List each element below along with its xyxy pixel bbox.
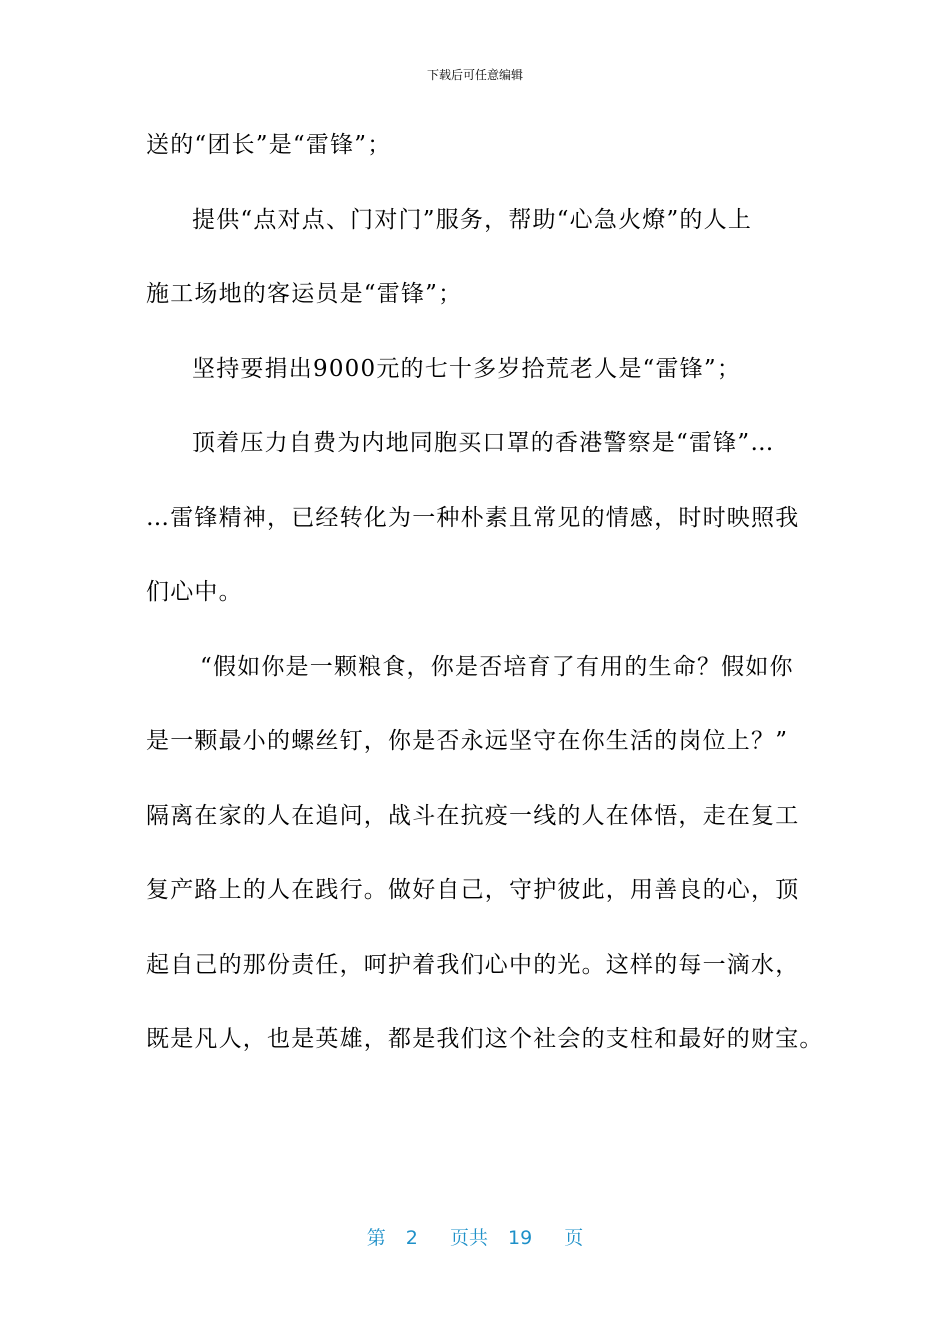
text-line: 复产路上的人在践行。做好自己，守护彼此，用善良的心，顶 — [146, 877, 800, 903]
text-line: 是一颗最小的螺丝钉，你是否永远坚守在你生活的岗位上？” — [146, 728, 789, 754]
text-line: 顶着压力自费为内地同胞买口罩的香港警察是“雷锋”… — [192, 430, 775, 456]
current-page-number: 2 — [405, 1227, 418, 1249]
text-line: 送的“团长”是“雷锋”； — [146, 132, 392, 158]
text-line: “假如你是一颗粮食，你是否培育了有用的生命？假如你 — [200, 653, 794, 680]
text-line: 们心中。 — [146, 579, 243, 605]
page-header-note: 下载后可任意编辑 — [426, 68, 523, 82]
text-line: 既是凡人，也是英雄，都是我们这个社会的支柱和最好的财宝。 — [146, 1026, 824, 1052]
text-line: 提供“点对点、门对门”服务，帮助“心急火燎”的人上 — [192, 206, 753, 233]
page-number-footer — [0, 1225, 950, 1251]
page-label-suffix: 页 — [564, 1227, 584, 1249]
text-line: 施工场地的客运员是“雷锋”； — [146, 281, 463, 307]
text-line: 隔离在家的人在追问，战斗在抗疫一线的人在体悟，走在复工 — [146, 802, 800, 829]
page-label-middle: 页共 — [449, 1227, 488, 1249]
page-label-prefix: 第 — [366, 1227, 386, 1249]
text-line: 坚持要捐出9000元的七十多岁拾荒老人是“雷锋”； — [192, 355, 742, 382]
total-pages-number: 19 — [508, 1227, 533, 1249]
text-line: 起自己的那份责任，呵护着我们心中的光。这样的每一滴水， — [146, 951, 800, 978]
text-line: …雷锋精神，已经转化为一种朴素且常见的情感，时时映照我 — [146, 504, 800, 531]
document-body — [146, 123, 824, 1092]
